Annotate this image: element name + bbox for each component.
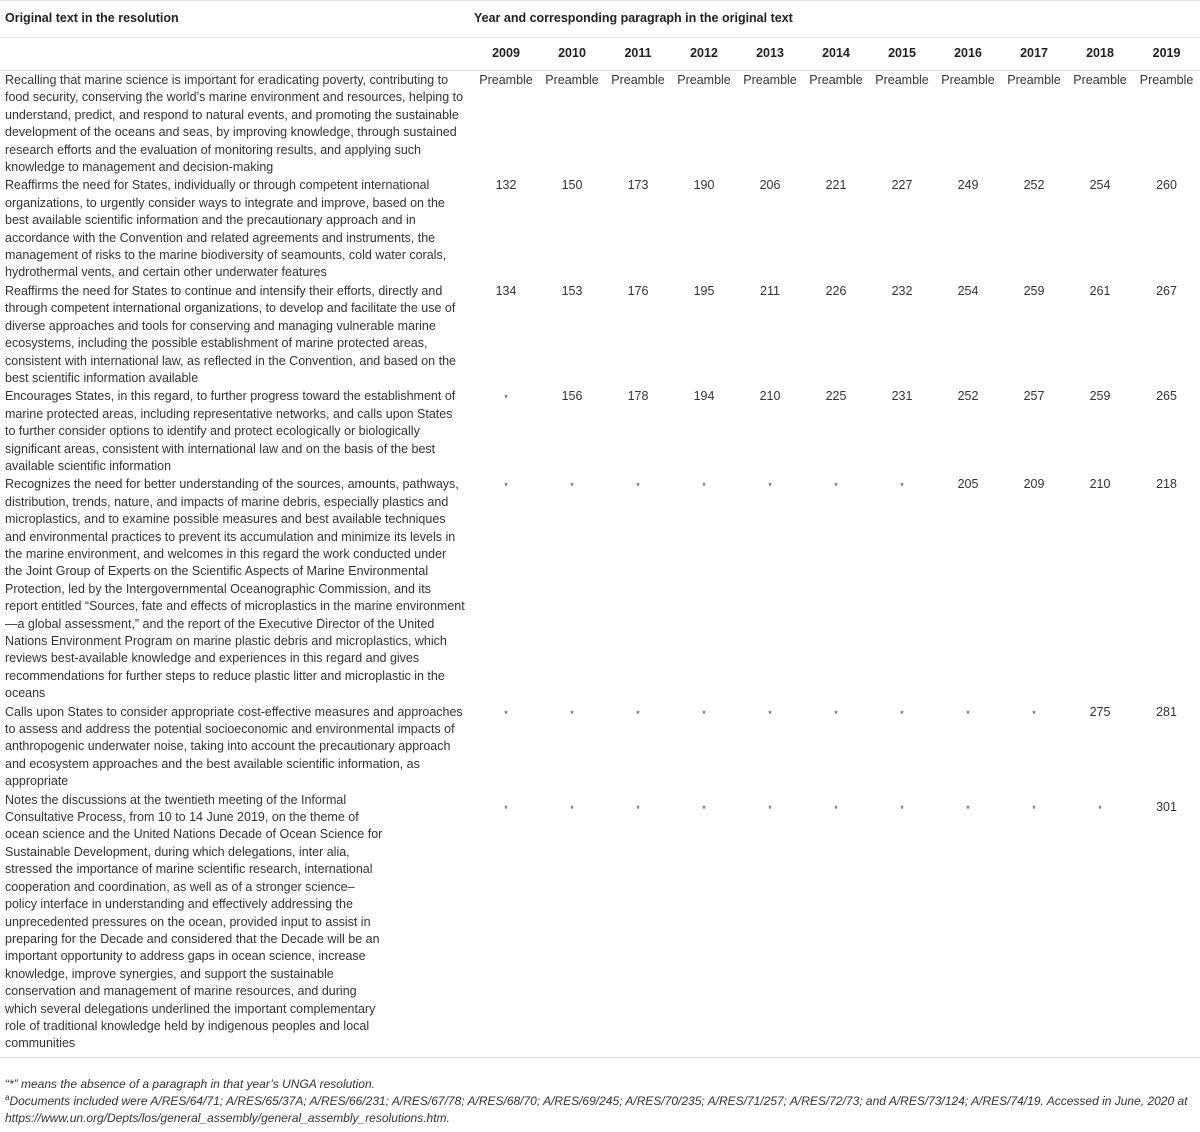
paragraph-cell: 231: [891, 389, 913, 404]
year-header: 2011: [605, 38, 671, 71]
paragraph-cell: 178: [627, 389, 649, 404]
paragraph-cell: 267: [1156, 283, 1177, 298]
paragraph-cell: 156: [561, 389, 583, 404]
year-header: 2018: [1067, 38, 1133, 71]
paragraph-cell: *: [636, 708, 640, 719]
paragraph-cell: *: [1067, 791, 1133, 1058]
paragraph-cell: 232: [891, 283, 913, 298]
paragraph-cell: *: [570, 708, 574, 719]
paragraph-cell: Preamble: [677, 73, 731, 87]
paragraph-cell: *: [636, 481, 640, 492]
year-header: 2009: [473, 38, 539, 71]
resolution-text: Calls upon States to consider appropriate cost-effective measures and approaches to assess and address the potential socioeconomic and environmental impacts of anthropogenic underwater noise, taking into account the precautionary approach and ecosystem approaches and the best available scientific information, as appropriate: [5, 704, 463, 789]
paragraph-cell: *: [803, 791, 869, 1058]
paragraph-cell: 227: [891, 178, 913, 193]
paragraph-cell: 275: [1089, 704, 1111, 719]
table-row: [0, 475, 1200, 702]
year-header: 2016: [935, 38, 1001, 71]
paragraph-cell: 259: [1023, 283, 1045, 298]
paragraph-cell: 176: [627, 283, 649, 298]
paragraph-cell: *: [539, 791, 605, 1058]
paragraph-cell: *: [834, 481, 838, 492]
table-row: [0, 387, 1200, 475]
table-row: [0, 71, 1200, 177]
table-row: [0, 703, 1200, 791]
paragraph-cell: 211: [760, 283, 780, 298]
header-original-text: Original text in the resolution: [0, 1, 473, 38]
paragraph-cell: 257: [1023, 389, 1045, 404]
footnote-a: [5, 1093, 1195, 1127]
table-row: [0, 791, 1200, 1058]
paragraph-cell: 153: [561, 283, 583, 298]
footnote-asterisk: “*” means the absence of a paragraph in that year’s UNGA resolution.: [5, 1077, 375, 1091]
paragraph-cell: 134: [495, 283, 517, 298]
paragraph-cell: Preamble: [1073, 73, 1127, 87]
paragraph-cell: *: [935, 791, 1001, 1058]
paragraph-cell: *: [737, 791, 803, 1058]
paragraph-cell: Preamble: [1139, 73, 1194, 87]
paragraph-cell: 210: [759, 389, 781, 404]
paragraph-cell: 173: [627, 178, 649, 193]
paragraph-cell: 210: [1089, 477, 1111, 492]
paragraph-cell: 261: [1089, 283, 1111, 298]
resolution-text: Reaffirms the need for States, individually or through competent international organizations, to urgently consider ways to integrate and improve, based on the best available scientific information and the precautionary approach and in accordance with the Convention and related agreements and instruments, the management of risks to the marine biodiversity of seamounts, cold water corals, hydrothermal vents, and certain other underwater features: [5, 178, 447, 280]
footnote-marker: a: [5, 1093, 10, 1102]
year-header: 2014: [803, 38, 869, 71]
resolution-text: Recognizes the need for better understanding of the sources, amounts, pathways, distribution, trends, nature, and impacts of marine debris, especially plastics and microplastics, and to examine possible measures and best available techniques and environmental practices to prevent its accumulation and minimize its levels in the marine environment, and welcomes in this regard the work conducted under the Joint Group of Experts on the Scientific Aspects of Marine Environmental Protection, led by the Intergovernmental Oceanographic Commission, and its report entitled “Sources, fate and effects of microplastics in the marine environment—a global assessment,” and the report of the Executive Director of the United Nations Environment Program on marine plastic debris and microplastics, which reviews best-available knowledge and experiences in this regard and gives recommendations for further steps to reduce plastic litter and microplastic in the oceans: [5, 477, 465, 701]
paragraph-cell: Preamble: [809, 73, 863, 87]
paragraph-cell: 249: [957, 178, 979, 193]
paragraph-cell: *: [966, 708, 970, 719]
year-header: 2013: [737, 38, 803, 71]
paragraph-cell: Preamble: [1007, 73, 1061, 87]
paragraph-cell: 218: [1156, 477, 1177, 492]
paragraph-cell: 301: [1133, 791, 1200, 1058]
paragraph-cell: *: [900, 481, 904, 492]
table-footnotes: [5, 1076, 1195, 1127]
header-year-span: Year and corresponding paragraph in the original text: [473, 1, 1200, 38]
resolution-text: Recalling that marine science is important for eradicating poverty, contributing to food security, conserving the world’s marine environment and resources, helping to understand, predict, and respond to natural events, and promoting the sustainable development of the oceans and seas, by improving knowledge, through sustained research efforts and the evaluation of monitoring results, and applying such knowledge to management and decision-making: [5, 73, 464, 175]
paragraph-cell: 259: [1089, 389, 1111, 404]
paragraph-cell: 265: [1156, 389, 1177, 404]
paragraph-cell: *: [570, 481, 574, 492]
paragraph-cell: 252: [1023, 178, 1045, 193]
paragraph-cell: 195: [693, 283, 715, 298]
year-header: 2012: [671, 38, 737, 71]
footnote-a-text: Documents included were A/RES/64/71; A/RES/65/37A; A/RES/66/231; A/RES/67/78; A/RES/68/70; A/RES/69/245; A/RES/70/235; A/RES/71/257; A/RES/72/73; and A/RES/73/124; A/RES/74/19. Accessed in June, 2020 at https://www.un.org/Depts/los/general_assembly/general_assembly_resolutions.htm.: [5, 1094, 1188, 1125]
year-header: 2019: [1133, 38, 1200, 71]
paragraph-cell: 254: [957, 283, 979, 298]
header-row-1: [0, 1, 1200, 38]
paragraph-cell: 194: [693, 389, 715, 404]
paragraph-cell: *: [768, 481, 772, 492]
table-row: [0, 282, 1200, 387]
paragraph-cell: *: [504, 481, 508, 492]
paragraph-cell: 206: [759, 178, 781, 193]
paragraph-cell: *: [768, 708, 772, 719]
year-header: 2017: [1001, 38, 1067, 71]
paragraph-cell: *: [1001, 791, 1067, 1058]
paragraph-cell: *: [702, 481, 706, 492]
paragraph-cell: 132: [495, 178, 517, 193]
resolution-text: Encourages States, in this regard, to further progress toward the establishment of marine protected areas, including representative networks, and calls upon States to further consider options to identify and protect ecologically or biologically significant areas, consistent with international law and on the basis of the best available scientific information: [5, 389, 456, 473]
paragraph-cell: *: [504, 708, 508, 719]
paragraph-cell: 226: [825, 283, 847, 298]
resolution-text: Notes the discussions at the twentieth meeting of the Informal Consultative Process, from 10 to 14 June 2019, on the theme of ocean science and the United Nations Decade of Ocean Science for Sustainable Development, during which delegations, inter alia, stressed the importance of marine scientific research, international cooperation and coordination, as well as of a stronger science–policy interface in understanding and effectively addressing the unprecedented pressures on the ocean, provided input to assist in preparing for the Decade and considered that the Decade will be an important opportunity to address gaps in ocean science, increase knowledge, improve synergies, and support the sustainable conservation and management of marine resources, and during which several delegations underlined the important complementary role of traditional knowledge held by indigenous peoples and local communities: [0, 791, 473, 1058]
paragraph-cell: *: [671, 791, 737, 1058]
resolution-text: Reaffirms the need for States to continue and intensify their efforts, directly and through competent international organizations, to develop and facilitate the use of diverse approaches and tools for conserving and managing vulnerable marine ecosystems, including the possible establishment of marine protected areas, consistent with international law, as reflected in the Convention, and based on the best scientific information available: [5, 283, 456, 385]
paragraph-cell: *: [605, 791, 671, 1058]
paragraph-cell: 209: [1023, 477, 1045, 492]
paragraph-cell: 221: [825, 178, 847, 193]
paragraph-cell: 190: [693, 178, 715, 193]
paragraph-cell: 254: [1089, 178, 1111, 193]
paragraph-cell: Preamble: [743, 73, 797, 87]
paragraph-cell: *: [869, 791, 935, 1058]
paragraph-cell: 150: [561, 178, 583, 193]
paragraph-cell: 205: [957, 477, 979, 492]
paragraph-cell: *: [504, 393, 508, 404]
paragraph-cell: 252: [957, 389, 979, 404]
paragraph-cell: *: [473, 791, 539, 1058]
paragraph-cell: *: [834, 708, 838, 719]
table-row: [0, 176, 1200, 281]
paragraph-cell: Preamble: [875, 73, 929, 87]
header-row-years: [0, 38, 1200, 71]
year-header: 2010: [539, 38, 605, 71]
paragraph-cell: Preamble: [611, 73, 665, 87]
paragraph-cell: Preamble: [941, 73, 995, 87]
paragraph-cell: 225: [825, 389, 847, 404]
paragraph-cell: 260: [1156, 178, 1177, 193]
paragraph-cell: *: [1032, 708, 1036, 719]
paragraph-cell: *: [900, 708, 904, 719]
year-header: 2015: [869, 38, 935, 71]
paragraph-cell: *: [702, 708, 706, 719]
header-blank-cell: [0, 38, 473, 71]
paragraph-cell: 281: [1156, 704, 1177, 719]
paragraph-cell: Preamble: [479, 73, 533, 87]
paragraph-cell: Preamble: [545, 73, 599, 87]
